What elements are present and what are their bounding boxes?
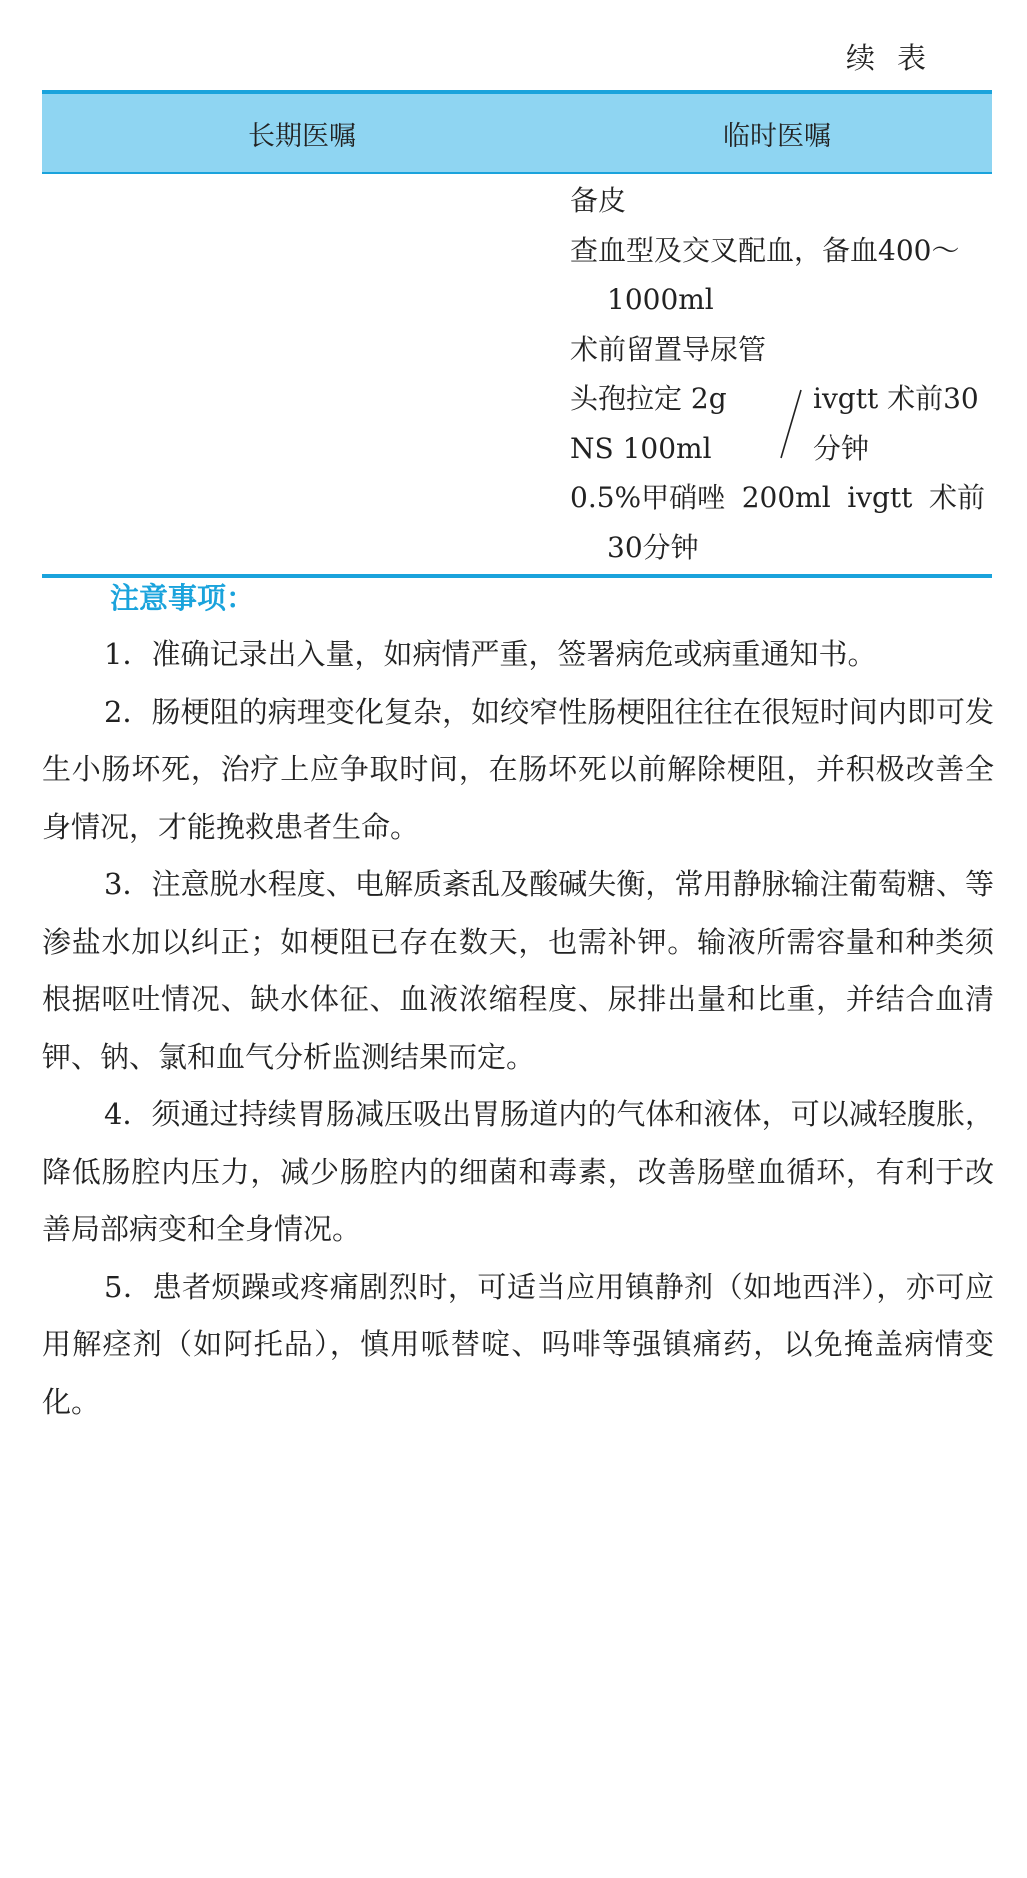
order-metronidazole-line1 bbox=[570, 473, 985, 523]
order-metronidazole-line2: 30分钟 bbox=[607, 530, 699, 564]
order-skin-prep: 备皮 bbox=[570, 184, 627, 217]
precaution-item: 5．患者烦躁或疼痛剧烈时，可适当应用镇静剂（如地西泮），亦可应用解痉剂（如阿托品），慎用哌替啶、吗啡等强镇痛药，以免掩盖病情变化。 bbox=[42, 1269, 994, 1419]
medical-orders-table bbox=[42, 90, 992, 578]
order-blood-typing-line1: 查血型及交叉配血，备血400～ bbox=[570, 233, 960, 267]
metronidazole-drug: 0.5%甲硝唑 bbox=[570, 481, 726, 514]
precaution-item: 2．肠梗阻的病理变化复杂，如绞窄性肠梗阻往往在很短时间内即可发生小肠坏死，治疗上应争取时间，在肠坏死以前解除梗阻，并积极改善全身情况，才能挽救患者生命。 bbox=[42, 694, 994, 844]
table-body-row bbox=[42, 174, 992, 578]
table-header-row bbox=[42, 90, 992, 174]
combo-route-line1: ivgtt 术前30 bbox=[813, 382, 979, 415]
metronidazole-timing: 术前 bbox=[928, 481, 985, 514]
combo-drug-cefradine: 头孢拉定 2g bbox=[570, 382, 727, 415]
metronidazole-dose: 200ml bbox=[741, 481, 831, 514]
precautions-section bbox=[42, 570, 994, 1431]
order-combined-infusion bbox=[570, 374, 992, 473]
continued-table-label: 续表 bbox=[846, 41, 949, 75]
precautions-title: 注意事项： bbox=[110, 581, 256, 615]
precaution-item: 1．准确记录出入量，如病情严重，签署病危或病重通知书。 bbox=[104, 637, 877, 671]
header-temporary-orders: 临时医嘱 bbox=[723, 120, 831, 152]
combination-slash-icon bbox=[777, 388, 805, 460]
order-blood-typing-line2: 1000ml bbox=[607, 283, 714, 316]
combo-route-line2: 分钟 bbox=[813, 431, 870, 465]
combo-drug-saline: NS 100ml bbox=[570, 431, 712, 465]
precaution-item: 3．注意脱水程度、电解质紊乱及酸碱失衡，常用静脉输注葡萄糖、等渗盐水加以纠正；如梗阻已存在数天，也需补钾。输液所需容量和种类须根据呕吐情况、缺水体征、血液浓缩程度、尿排出量和比重，并结合血清钾、钠、氯和血气分析监测结果而定。 bbox=[42, 867, 994, 1074]
precaution-item: 4．须通过持续胃肠减压吸出胃肠道内的气体和液体，可以减轻腹胀，降低肠腔内压力，减少肠腔内的细菌和毒素，改善肠壁血循环，有利于改善局部病变和全身情况。 bbox=[42, 1097, 994, 1246]
order-urinary-catheter: 术前留置导尿管 bbox=[570, 332, 767, 366]
metronidazole-route: ivgtt bbox=[847, 481, 913, 514]
header-long-term-orders: 长期医嘱 bbox=[248, 120, 356, 152]
temporary-orders-cell bbox=[570, 176, 992, 572]
